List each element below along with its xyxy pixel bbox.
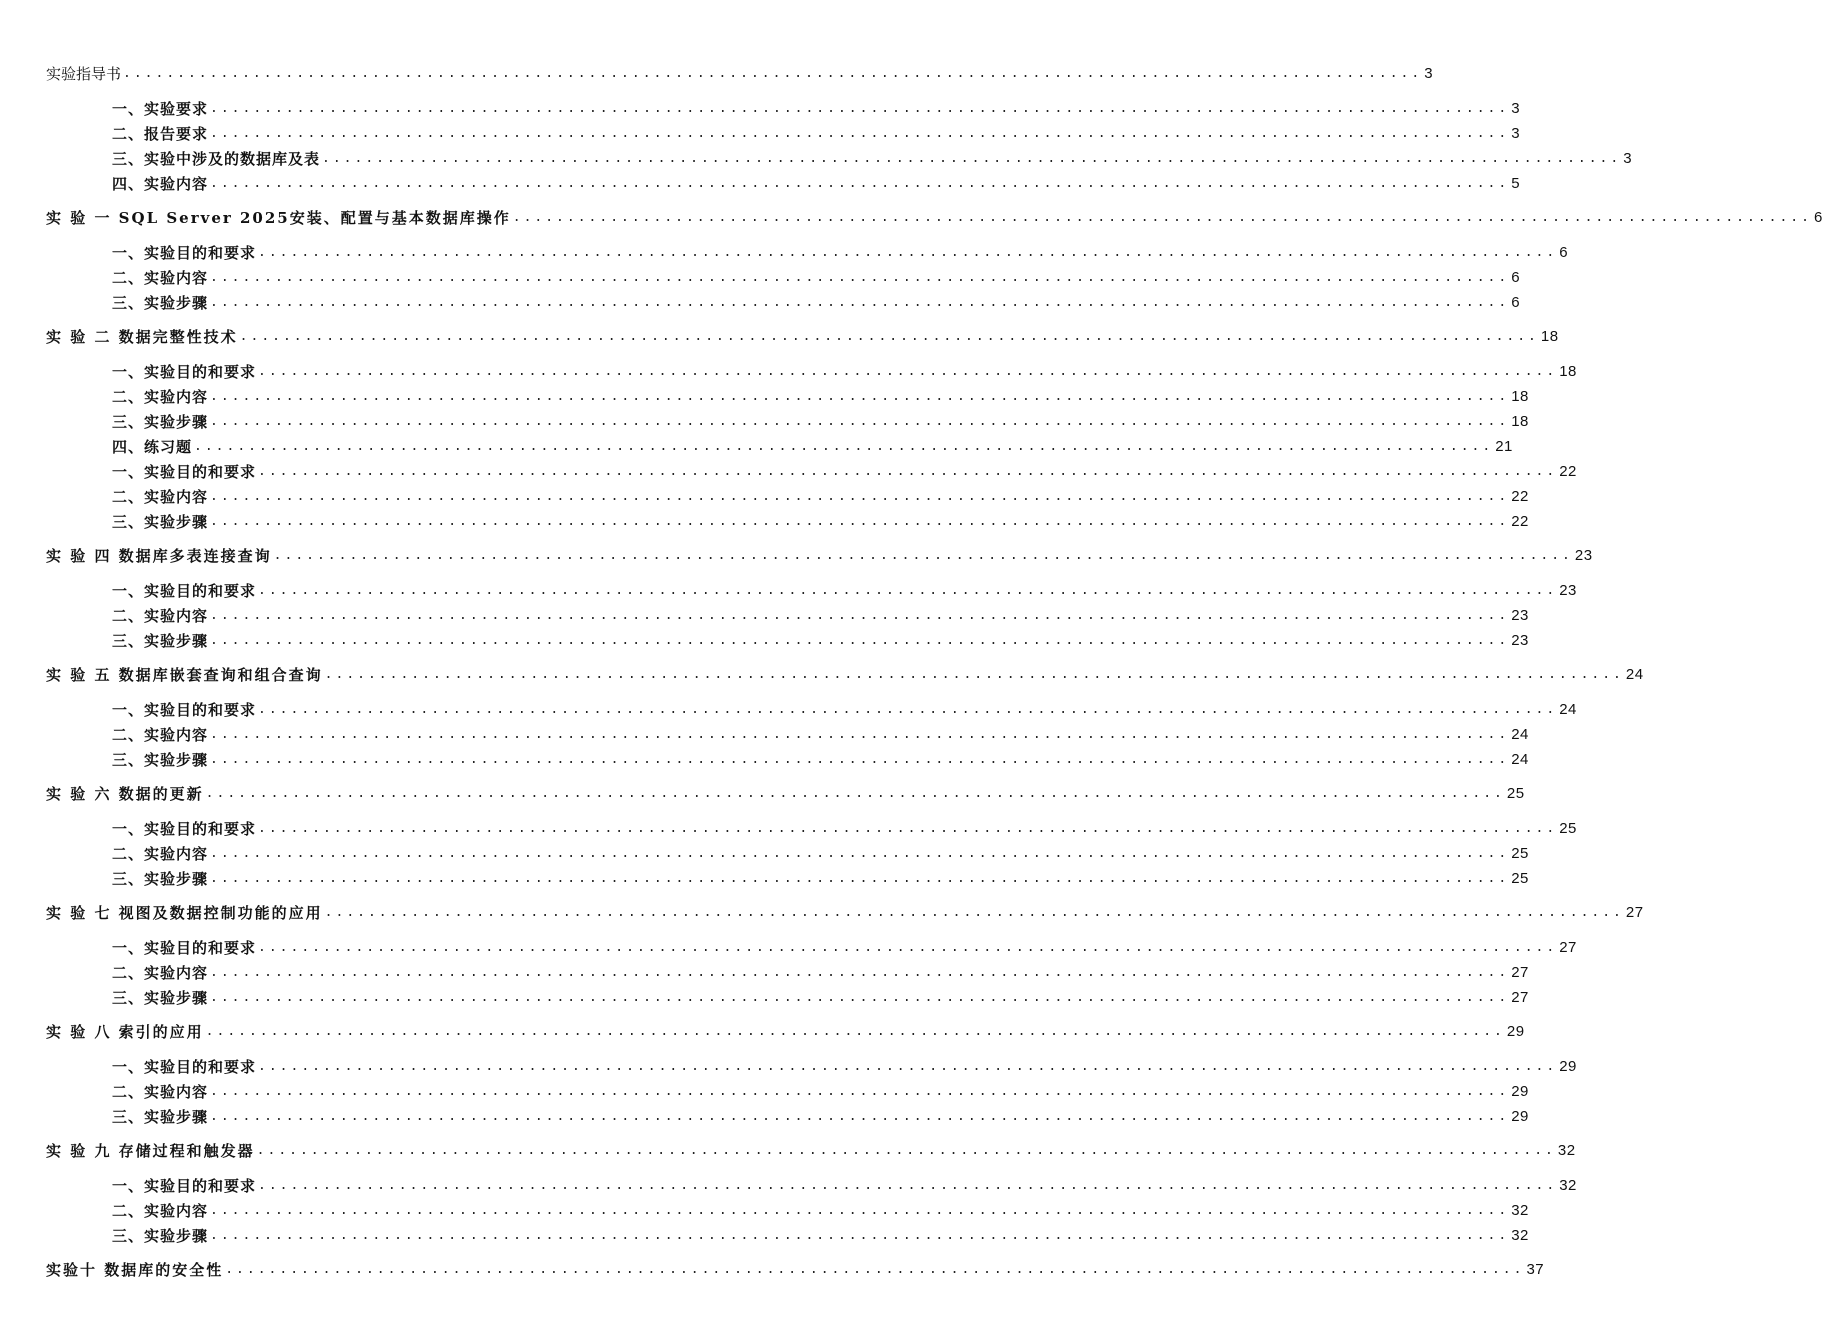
toc-page-number: 18 <box>1540 328 1559 345</box>
toc-section-entry[interactable] <box>112 986 1529 1008</box>
toc-section-entry[interactable] <box>112 723 1529 745</box>
toc-dot-leader: ........................................................................................................................ <box>210 101 1510 116</box>
toc-entry-label: 一、实验目的和要求 <box>112 701 257 719</box>
toc-page-number: 6 <box>1511 294 1521 311</box>
toc-chapter-entry[interactable] <box>46 544 1593 566</box>
toc-section-entry[interactable] <box>112 385 1529 407</box>
toc-page-number: 25 <box>1511 845 1529 862</box>
toc-section-entry[interactable] <box>112 122 1521 144</box>
toc-chapter-entry[interactable] <box>46 206 1823 228</box>
toc-dot-leader: ........................................................................................................................ <box>210 270 1510 285</box>
toc-section-entry[interactable] <box>112 1080 1529 1102</box>
toc-entry-label: 实 验 六 数据的更新 <box>46 785 204 803</box>
toc-entry-label: 二、实验内容 <box>112 726 209 744</box>
toc-section-entry[interactable] <box>112 360 1577 382</box>
toc-page-number: 29 <box>1506 1023 1525 1040</box>
toc-page-number: 29 <box>1511 1108 1529 1125</box>
toc-entry-label: 一、实验目的和要求 <box>112 820 257 838</box>
toc-section-entry[interactable] <box>112 1199 1529 1221</box>
toc-dot-leader: ........................................................................................................................ <box>324 905 1624 920</box>
toc-page-number: 32 <box>1559 1177 1577 1194</box>
toc-section-entry[interactable] <box>112 435 1513 457</box>
toc-section-entry[interactable] <box>112 291 1521 313</box>
toc-dot-leader: ........................................................................................................................ <box>194 439 1494 454</box>
toc-entry-label: 实 验 五 数据库嵌套查询和组合查询 <box>46 666 323 684</box>
toc-entry-label: 二、实验内容 <box>112 845 209 863</box>
toc-section-entry[interactable] <box>112 241 1569 263</box>
toc-section-entry[interactable] <box>112 817 1577 839</box>
toc-entry-label: 实 验 一 SQL Server 2025安装、配置与基本数据库操作 <box>46 209 511 227</box>
toc-dot-leader: ........................................................................................................................ <box>210 1203 1510 1218</box>
toc-page-number: 6 <box>1559 244 1569 261</box>
toc-page-number: 24 <box>1559 701 1577 718</box>
toc-page-number: 29 <box>1511 1083 1529 1100</box>
toc-dot-leader: ........................................................................................................................ <box>123 66 1423 81</box>
toc-entry-label: 三、实验步骤 <box>112 294 209 312</box>
toc-page-number: 3 <box>1424 65 1434 82</box>
toc-entry-label: 实 验 八 索引的应用 <box>46 1023 204 1041</box>
toc-dot-leader: ........................................................................................................................ <box>210 514 1510 529</box>
toc-page-number: 6 <box>1813 209 1823 226</box>
toc-dot-leader: ........................................................................................................................ <box>210 176 1510 191</box>
toc-dot-leader: ........................................................................................................................ <box>210 1109 1510 1124</box>
toc-section-entry[interactable] <box>112 629 1529 651</box>
toc-section-entry[interactable] <box>112 604 1529 626</box>
toc-section-entry[interactable] <box>112 172 1521 194</box>
toc-page-number: 3 <box>1623 150 1633 167</box>
toc-entry-label: 一、实验目的和要求 <box>112 244 257 262</box>
toc-page-number: 29 <box>1559 1058 1577 1075</box>
toc-dot-leader: ........................................................................................................................ <box>258 940 1558 955</box>
toc-page-number: 27 <box>1559 939 1577 956</box>
toc-chapter-entry[interactable] <box>46 782 1525 804</box>
toc-entry-label: 一、实验要求 <box>112 100 209 118</box>
toc-entry-label: 二、报告要求 <box>112 125 209 143</box>
toc-dot-leader: ........................................................................................................................ <box>210 414 1510 429</box>
toc-page-number: 32 <box>1511 1227 1529 1244</box>
toc-page-number: 27 <box>1511 964 1529 981</box>
toc-page-number: 18 <box>1511 388 1529 405</box>
toc-page-number: 32 <box>1557 1142 1576 1159</box>
toc-page-number: 3 <box>1511 125 1521 142</box>
toc-dot-leader: ........................................................................................................................ <box>210 1228 1510 1243</box>
toc-chapter-entry[interactable] <box>46 1020 1525 1042</box>
toc-entry-label: 四、练习题 <box>112 438 193 456</box>
toc-page-number: 27 <box>1511 989 1529 1006</box>
toc-dot-leader: ........................................................................................................................ <box>210 295 1510 310</box>
toc-dot-leader: ........................................................................................................................ <box>258 245 1558 260</box>
toc-dot-leader: ........................................................................................................................ <box>205 786 1505 801</box>
toc-entry-label: 实验指导书 <box>46 65 122 83</box>
toc-page-number: 25 <box>1559 820 1577 837</box>
toc-entry-label: 二、实验内容 <box>112 488 209 506</box>
toc-chapter-entry[interactable] <box>46 901 1644 923</box>
toc-section-entry[interactable] <box>112 410 1529 432</box>
toc-dot-leader: ........................................................................................................................ <box>258 583 1558 598</box>
toc-dot-leader: ........................................................................................................................ <box>210 965 1510 980</box>
toc-entry-label: 三、实验步骤 <box>112 989 209 1007</box>
toc-page-number: 23 <box>1574 547 1593 564</box>
toc-dot-leader: ........................................................................................................................ <box>512 210 1812 225</box>
toc-section-entry[interactable] <box>112 485 1529 507</box>
toc-dot-leader: ........................................................................................................................ <box>205 1024 1505 1039</box>
toc-page-number: 22 <box>1559 463 1577 480</box>
toc-entry-label: 二、实验内容 <box>112 1202 209 1220</box>
toc-dot-leader: ........................................................................................................................ <box>210 608 1510 623</box>
toc-page-number: 21 <box>1495 438 1513 455</box>
toc-page-number: 24 <box>1511 751 1529 768</box>
toc-dot-leader: ........................................................................................................................ <box>322 151 1622 166</box>
toc-section-entry[interactable] <box>112 936 1577 958</box>
toc-dot-leader: ........................................................................................................................ <box>258 464 1558 479</box>
toc-page-number: 22 <box>1511 513 1529 530</box>
toc-entry-label: 实验十 数据库的安全性 <box>46 1261 224 1279</box>
toc-entry-label: 二、实验内容 <box>112 964 209 982</box>
toc-chapter-entry[interactable] <box>46 62 1434 84</box>
toc-entry-label: 一、实验目的和要求 <box>112 1177 257 1195</box>
toc-dot-leader: ........................................................................................................................ <box>210 752 1510 767</box>
toc-dot-leader: ........................................................................................................................ <box>258 821 1558 836</box>
toc-entry-label: 一、实验目的和要求 <box>112 939 257 957</box>
toc-page-number: 24 <box>1511 726 1529 743</box>
toc-entry-label: 实 验 二 数据完整性技术 <box>46 328 238 346</box>
toc-section-entry[interactable] <box>112 748 1529 770</box>
toc-chapter-entry[interactable] <box>46 325 1559 347</box>
toc-dot-leader: ........................................................................................................................ <box>210 990 1510 1005</box>
toc-entry-label: 四、实验内容 <box>112 175 209 193</box>
toc-section-entry[interactable] <box>112 460 1577 482</box>
toc-chapter-entry[interactable] <box>46 1258 1545 1280</box>
toc-entry-label: 三、实验步骤 <box>112 870 209 888</box>
toc-page-number: 23 <box>1511 632 1529 649</box>
toc-entry-label: 实 验 七 视图及数据控制功能的应用 <box>46 904 323 922</box>
toc-dot-leader: ........................................................................................................................ <box>258 1059 1558 1074</box>
toc-entry-label: 一、实验目的和要求 <box>112 1058 257 1076</box>
toc-dot-leader: ........................................................................................................................ <box>258 1178 1558 1193</box>
toc-entry-label: 实 验 四 数据库多表连接查询 <box>46 547 272 565</box>
toc-entry-label: 三、实验步骤 <box>112 1108 209 1126</box>
toc-dot-leader: ........................................................................................................................ <box>324 667 1624 682</box>
toc-entry-label: 三、实验中涉及的数据库及表 <box>112 150 321 168</box>
toc-entry-label: 一、实验目的和要求 <box>112 363 257 381</box>
toc-dot-leader: ........................................................................................................................ <box>258 364 1558 379</box>
toc-section-entry[interactable] <box>112 961 1529 983</box>
toc-section-entry[interactable] <box>112 1105 1529 1127</box>
toc-page-number: 23 <box>1511 607 1529 624</box>
toc-entry-label: 一、实验目的和要求 <box>112 582 257 600</box>
toc-entry-label: 二、实验内容 <box>112 607 209 625</box>
toc-chapter-entry[interactable] <box>46 1139 1576 1161</box>
toc-section-entry[interactable] <box>112 579 1577 601</box>
toc-page-number: 18 <box>1511 413 1529 430</box>
toc-entry-label: 二、实验内容 <box>112 269 209 287</box>
toc-section-entry[interactable] <box>112 698 1577 720</box>
toc-section-entry[interactable] <box>112 1055 1577 1077</box>
toc-chapter-entry[interactable] <box>46 663 1644 685</box>
toc-section-entry[interactable] <box>112 867 1529 889</box>
toc-section-entry[interactable] <box>112 266 1521 288</box>
toc-section-entry[interactable] <box>112 842 1529 864</box>
toc-entry-label: 三、实验步骤 <box>112 1227 209 1245</box>
toc-entry-label: 三、实验步骤 <box>112 413 209 431</box>
toc-page-number: 22 <box>1511 488 1529 505</box>
toc-dot-leader: ........................................................................................................................ <box>210 633 1510 648</box>
toc-page-number: 37 <box>1526 1261 1545 1278</box>
toc-section-entry[interactable] <box>112 1174 1577 1196</box>
toc-page-number: 5 <box>1511 175 1521 192</box>
toc-entry-label: 三、实验步骤 <box>112 513 209 531</box>
toc-page-number: 6 <box>1511 269 1521 286</box>
toc-entry-label: 一、实验目的和要求 <box>112 463 257 481</box>
toc-entry-label: 二、实验内容 <box>112 388 209 406</box>
toc-entry-label: 三、实验步骤 <box>112 632 209 650</box>
toc-page-number: 23 <box>1559 582 1577 599</box>
toc-section-entry[interactable] <box>112 1224 1529 1246</box>
toc-dot-leader: ........................................................................................................................ <box>239 329 1539 344</box>
toc-dot-leader: ........................................................................................................................ <box>225 1262 1525 1277</box>
toc-dot-leader: ........................................................................................................................ <box>273 548 1573 563</box>
toc-dot-leader: ........................................................................................................................ <box>210 389 1510 404</box>
toc-entry-label: 三、实验步骤 <box>112 751 209 769</box>
toc-dot-leader: ........................................................................................................................ <box>210 846 1510 861</box>
toc-dot-leader: ........................................................................................................................ <box>256 1143 1556 1158</box>
toc-dot-leader: ........................................................................................................................ <box>210 1084 1510 1099</box>
toc-page-number: 18 <box>1559 363 1577 380</box>
toc-entry-label: 实 验 九 存储过程和触发器 <box>46 1142 255 1160</box>
toc-page-number: 24 <box>1625 666 1644 683</box>
toc-dot-leader: ........................................................................................................................ <box>210 126 1510 141</box>
toc-dot-leader: ........................................................................................................................ <box>210 871 1510 886</box>
toc-page-number: 32 <box>1511 1202 1529 1219</box>
toc-dot-leader: ........................................................................................................................ <box>210 727 1510 742</box>
toc-section-entry[interactable] <box>112 97 1521 119</box>
toc-page-number: 3 <box>1511 100 1521 117</box>
toc-dot-leader: ........................................................................................................................ <box>258 702 1558 717</box>
toc-section-entry[interactable] <box>112 147 1633 169</box>
toc-page-number: 27 <box>1625 904 1644 921</box>
toc-entry-label: 二、实验内容 <box>112 1083 209 1101</box>
toc-page-number: 25 <box>1506 785 1525 802</box>
toc-page-number: 25 <box>1511 870 1529 887</box>
toc-section-entry[interactable] <box>112 510 1529 532</box>
toc-dot-leader: ........................................................................................................................ <box>210 489 1510 504</box>
